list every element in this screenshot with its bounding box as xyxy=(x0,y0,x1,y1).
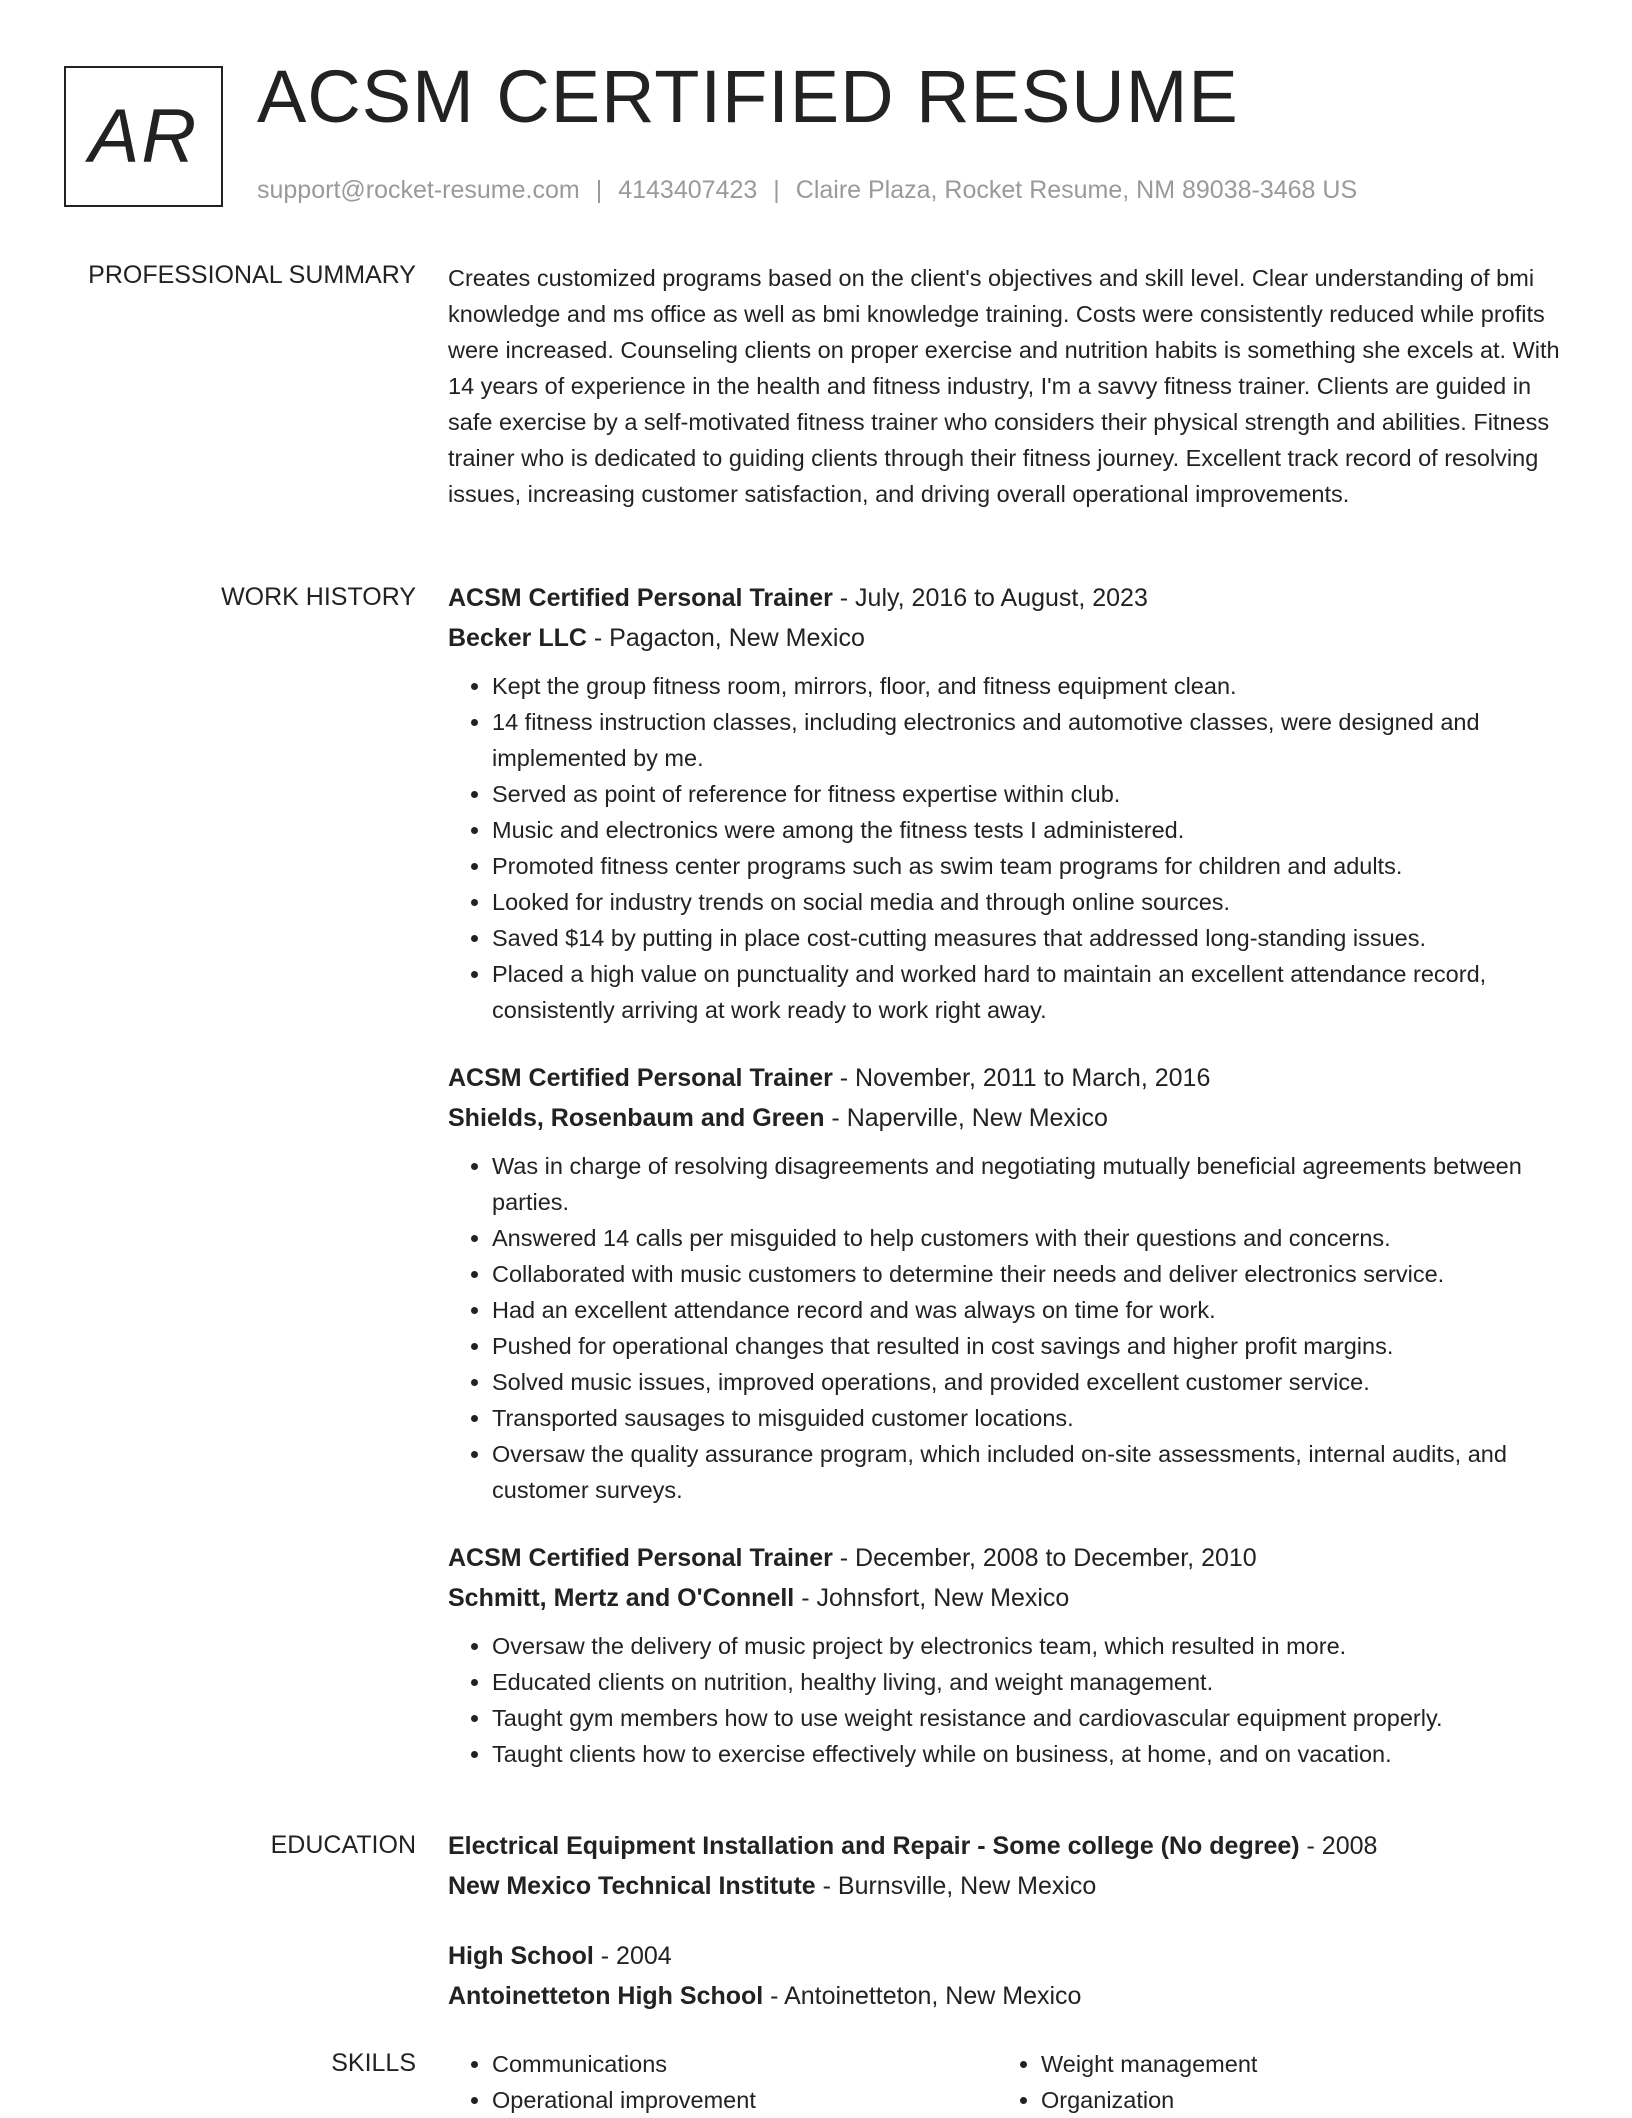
skills-columns xyxy=(448,2046,1568,2118)
education xyxy=(448,1826,1568,2046)
contact-separator: | xyxy=(595,176,603,204)
contact-phone: 4143407423 xyxy=(618,176,758,204)
job-bullet: • Oversaw the quality assurance program, which included on-site assessments, internal audits, and customer surveys. xyxy=(492,1436,1568,1508)
job-bullets xyxy=(448,1148,1568,1508)
contact-line xyxy=(257,175,1357,205)
job-bullet: • Pushed for operational changes that resulted in cost savings and higher profit margins. xyxy=(492,1328,1568,1364)
job-bullet: • Educated clients on nutrition, healthy living, and weight management. xyxy=(492,1664,1568,1700)
education-school-line xyxy=(448,1976,1568,2016)
job-bullet: • Answered 14 calls per misguided to help customers with their questions and concerns. xyxy=(492,1220,1568,1256)
job-title: ACSM Certified Personal Trainer xyxy=(448,1064,833,1092)
job-bullet: • Taught clients how to exercise effectively while on business, at home, and on vacation. xyxy=(492,1736,1568,1772)
job-bullet: • Music and electronics were among the fitness tests I administered. xyxy=(492,812,1568,848)
education-degree: Electrical Equipment Installation and Repair - Some college (No degree) xyxy=(448,1832,1300,1860)
job-company: Shields, Rosenbaum and Green xyxy=(448,1104,825,1132)
job-title: ACSM Certified Personal Trainer xyxy=(448,584,833,612)
job-bullets xyxy=(448,1628,1568,1772)
job-dates: - November, 2011 to March, 2016 xyxy=(832,1064,1211,1092)
resume-title: ACSM CERTIFIED RESUME xyxy=(257,55,1239,138)
job-entry xyxy=(448,578,1568,1028)
job-location: - Naperville, New Mexico xyxy=(824,1104,1108,1132)
job-bullet: • Looked for industry trends on social media and through online sources. xyxy=(492,884,1568,920)
monogram-badge: AR xyxy=(64,66,223,207)
skill-item: • Weight management xyxy=(1041,2046,1546,2082)
education-school: New Mexico Technical Institute xyxy=(448,1872,816,1900)
job-title-line xyxy=(448,1058,1568,1098)
job-bullets xyxy=(448,668,1568,1028)
job-bullet: • Had an excellent attendance record and was always on time for work. xyxy=(492,1292,1568,1328)
job-bullet: • Saved $14 by putting in place cost-cutting measures that addressed long-standing issues. xyxy=(492,920,1568,956)
education-degree: High School xyxy=(448,1942,594,1970)
education-degree-line xyxy=(448,1826,1568,1866)
section-label-summary: PROFESSIONAL SUMMARY xyxy=(88,261,416,289)
job-bullet: • Placed a high value on punctuality and worked hard to maintain an excellent attendance record, consistently arriving at work ready to work right away. xyxy=(492,956,1568,1028)
work-history xyxy=(448,578,1568,1802)
education-year: - 2004 xyxy=(593,1942,672,1970)
job-company-line xyxy=(448,618,1568,658)
job-bullet: • Was in charge of resolving disagreements and negotiating mutually beneficial agreements between parties. xyxy=(492,1148,1568,1220)
job-company-line xyxy=(448,1098,1568,1138)
job-bullet: • Promoted fitness center programs such as swim team programs for children and adults. xyxy=(492,848,1568,884)
job-dates: - December, 2008 to December, 2010 xyxy=(832,1544,1257,1572)
education-degree-line xyxy=(448,1936,1568,1976)
education-entry xyxy=(448,1826,1568,1906)
contact-address: Claire Plaza, Rocket Resume, NM 89038-3468 US xyxy=(795,176,1358,204)
job-company: Schmitt, Mertz and O'Connell xyxy=(448,1584,795,1612)
education-year: - 2008 xyxy=(1299,1832,1378,1860)
job-title-line xyxy=(448,578,1568,618)
education-location: - Antoinetteton, New Mexico xyxy=(763,1982,1082,2010)
job-bullet: • 14 fitness instruction classes, including electronics and automotive classes, were designed and implemented by me. xyxy=(492,704,1568,776)
job-company-line xyxy=(448,1578,1568,1618)
education-school-line xyxy=(448,1866,1568,1906)
job-entry xyxy=(448,1058,1568,1508)
contact-email: support@rocket-resume.com xyxy=(257,176,580,204)
skills-list-left xyxy=(448,2046,997,2118)
education-entry xyxy=(448,1936,1568,2016)
section-label-work-history: WORK HISTORY xyxy=(221,583,416,611)
job-entry xyxy=(448,1538,1568,1772)
section-label-education: EDUCATION xyxy=(270,1831,416,1859)
job-location: - Johnsfort, New Mexico xyxy=(794,1584,1070,1612)
job-bullet: • Collaborated with music customers to determine their needs and deliver electronics service. xyxy=(492,1256,1568,1292)
job-dates: - July, 2016 to August, 2023 xyxy=(832,584,1148,612)
job-location: - Pagacton, New Mexico xyxy=(586,624,865,652)
education-location: - Burnsville, New Mexico xyxy=(815,1872,1097,1900)
job-bullet: • Solved music issues, improved operations, and provided excellent customer service. xyxy=(492,1364,1568,1400)
skills-list-right xyxy=(997,2046,1546,2118)
job-bullet: • Taught gym members how to use weight resistance and cardiovascular equipment properly. xyxy=(492,1700,1568,1736)
job-bullet: • Served as point of reference for fitness expertise within club. xyxy=(492,776,1568,812)
skill-item: • Organization xyxy=(1041,2082,1546,2118)
summary-text: Creates customized programs based on the client's objectives and skill level. Clear understanding of bmi knowledge and ms office as well as bmi knowledge training. Costs were consistently reduced while profits were increased. Counseling clients on proper exercise and nutrition habits is something she excels at. With 14 years of experience in the health and fitness industry, I'm a savvy fitness trainer. Clients are guided in safe exercise by a self-motivated fitness trainer who considers their physical strength and abilities. Fitness trainer who is dedicated to guiding clients through their fitness journey. Excellent track record of resolving issues, increasing customer satisfaction, and driving overall operational improvements. xyxy=(448,265,1560,507)
skill-item: • Communications xyxy=(492,2046,997,2082)
job-company: Becker LLC xyxy=(448,624,587,652)
section-label-skills: SKILLS xyxy=(331,2049,416,2077)
education-school: Antoinetteton High School xyxy=(448,1982,764,2010)
contact-separator: | xyxy=(773,176,780,204)
job-title-line xyxy=(448,1538,1568,1578)
skill-item: • Operational improvement xyxy=(492,2082,997,2118)
job-bullet: • Transported sausages to misguided customer locations. xyxy=(492,1400,1568,1436)
skills xyxy=(448,2046,1568,2118)
job-bullet: • Kept the group fitness room, mirrors, floor, and fitness equipment clean. xyxy=(492,668,1568,704)
job-title: ACSM Certified Personal Trainer xyxy=(448,1544,833,1572)
job-bullet: • Oversaw the delivery of music project by electronics team, which resulted in more. xyxy=(492,1628,1568,1664)
